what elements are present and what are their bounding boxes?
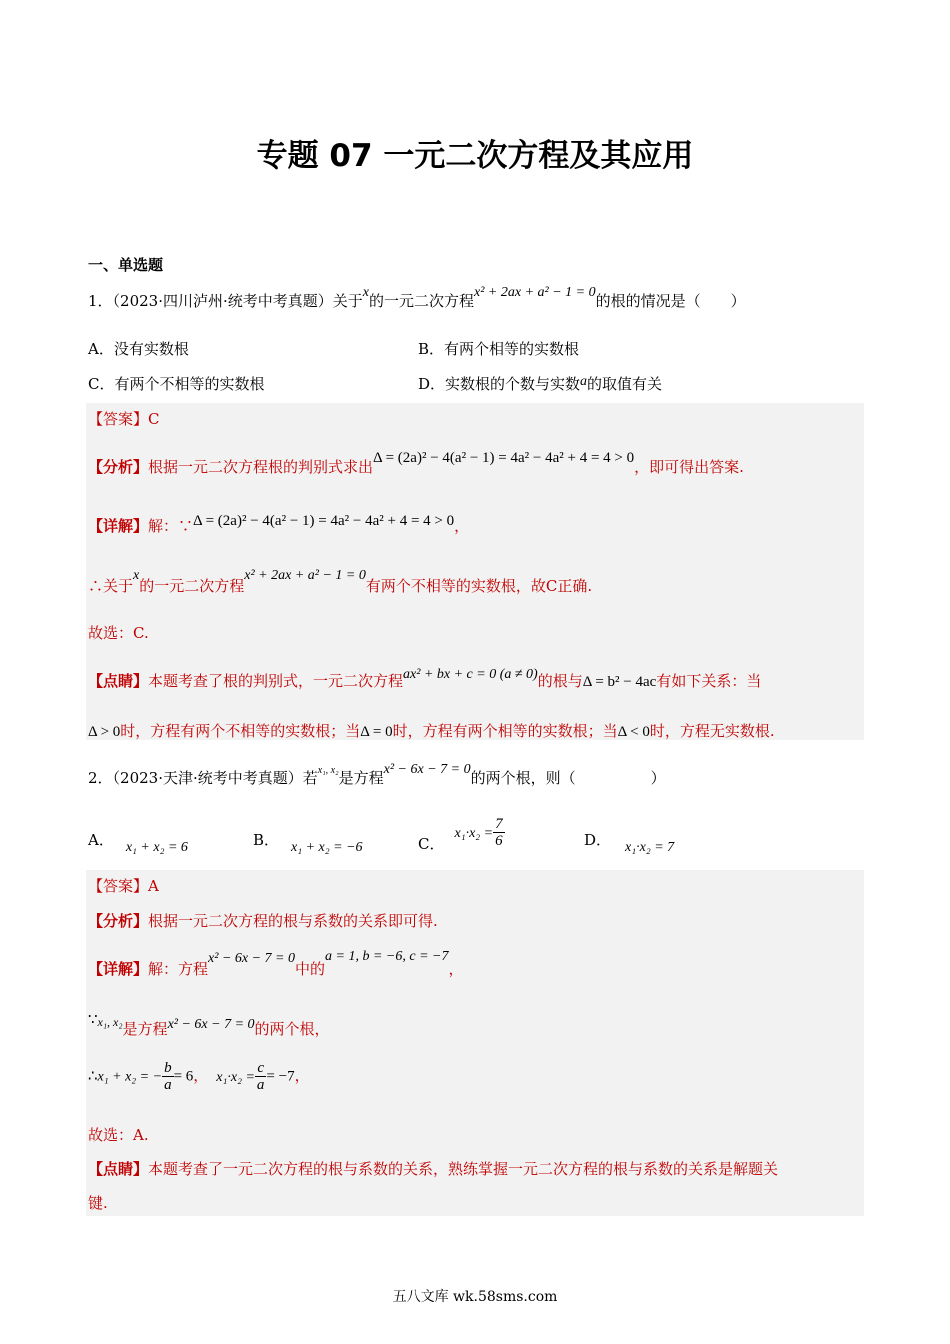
remark-1-line2: Δ > 0时，方程有两个不相等的实数根；当Δ = 0时，方程有两个相等的实数根；当Δ < 0时，方程无实数根. bbox=[88, 722, 775, 740]
math-var: x bbox=[362, 285, 369, 300]
option-a: A．没有实数根 bbox=[88, 340, 189, 358]
detail-2: 【详解】解：方程x² − 6x − 7 = 0中的a = 1, b = −6, c = −7， bbox=[88, 949, 464, 978]
math-equation: x² − 6x − 7 = 0 bbox=[167, 1017, 255, 1032]
remark-2: 【点睛】本题考查了一元二次方程的根与系数的关系，熟练掌握一元二次方程的根与系数的关系是解题关 bbox=[88, 1160, 779, 1178]
vieta-2: ∴x₁ + x₂ = − $\frac{b}{a}$ = 6， x₁·x₂ = $\frac{c}{a}$ = −7， bbox=[88, 1060, 310, 1093]
math-equation: x² − 6x − 7 = 0 bbox=[208, 951, 295, 966]
discriminant-equation: Δ = (2a)² − 4(a² − 1) = 4a² − 4a² + 4 = 4 > 0 bbox=[193, 513, 455, 529]
option-c: C．x₁·x₂ = $\frac{7}{6}$ bbox=[418, 816, 503, 853]
option-a: A． x₁ + x₂ = 6 bbox=[88, 831, 188, 855]
discriminant-equation: Δ = (2a)² − 4(a² − 1) = 4a² − 4a² + 4 = 4 > 0 bbox=[373, 450, 635, 466]
analysis-1: 【分析】根据一元二次方程根的判别式求出Δ = (2a)² − 4(a² − 1) = 4a² − 4a² + 4 = 4 > 0，即可得出答案. bbox=[88, 450, 744, 476]
question-source: （2023·四川泸州·统考中考真题）关于 bbox=[112, 292, 363, 310]
since-2: ∵$^{x_1, x_2}$是方程x² − 6x − 7 = 0的两个根， bbox=[88, 1010, 330, 1038]
remark-2-line2: 键. bbox=[88, 1194, 108, 1212]
question-number: 1． bbox=[88, 292, 113, 310]
page-title: 专题 07 一元二次方程及其应用 bbox=[256, 138, 694, 174]
analysis-2: 【分析】根据一元二次方程的根与系数的关系即可得. bbox=[88, 912, 438, 930]
option-d: D． x₁·x₂ = 7 bbox=[584, 831, 675, 855]
question-1-stem: 1．（2023·四川泸州·统考中考真题）关于x的一元二次方程x² + 2ax + a² − 1 = 0的根的情况是（ ） bbox=[88, 285, 746, 310]
math-equation: x² + 2ax + a² − 1 = 0 bbox=[244, 568, 366, 583]
fraction: $\frac{c}{a}$ bbox=[256, 1060, 265, 1093]
fraction: $\frac{b}{a}$ bbox=[164, 1060, 172, 1093]
detail-1: 【详解】解：∵Δ = (2a)² − 4(a² − 1) = 4a² − 4a² + 4 = 4 > 0， bbox=[88, 513, 470, 535]
option-c: C．有两个不相等的实数根 bbox=[88, 375, 265, 393]
choice-1: 故选：C. bbox=[88, 624, 149, 642]
question-source: （2023·天津·统考中考真题）若 bbox=[112, 769, 318, 787]
conclusion-1: ∴关于x的一元二次方程x² + 2ax + a² − 1 = 0有两个不相等的实数根，故C正确. bbox=[88, 568, 593, 595]
answer-2: 【答案】A bbox=[88, 877, 159, 895]
option-b: B． x₁ + x₂ = −6 bbox=[253, 831, 363, 855]
choice-2: 故选：A. bbox=[88, 1126, 149, 1144]
footer-watermark: 五八文库 wk.58sms.com bbox=[392, 1289, 558, 1305]
coefficients: a = 1, b = −6, c = −7 bbox=[325, 949, 449, 964]
question-2-stem: 2．（2023·天津·统考中考真题）若$^{x_1, x_2}$是方程x² − 6x − 7 = 0的两个根，则（ ） bbox=[88, 762, 666, 787]
answer-1: 【答案】C bbox=[88, 410, 160, 428]
question-number: 2． bbox=[88, 769, 113, 787]
option-b: B．有两个相等的实数根 bbox=[418, 340, 580, 358]
option-d: D．实数根的个数与实数a的取值有关 bbox=[418, 374, 663, 393]
math-equation: x² − 6x − 7 = 0 bbox=[383, 762, 471, 777]
fraction: $\frac{7}{6}$ bbox=[495, 816, 503, 849]
section-heading: 一、单选题 bbox=[88, 256, 164, 274]
math-equation: x² + 2ax + a² − 1 = 0 bbox=[474, 285, 596, 300]
remark-1: 【点睛】本题考查了根的判别式，一元二次方程ax² + bx + c = 0 (a ≠ 0)的根与Δ = b² − 4ac有如下关系：当 bbox=[88, 667, 762, 690]
